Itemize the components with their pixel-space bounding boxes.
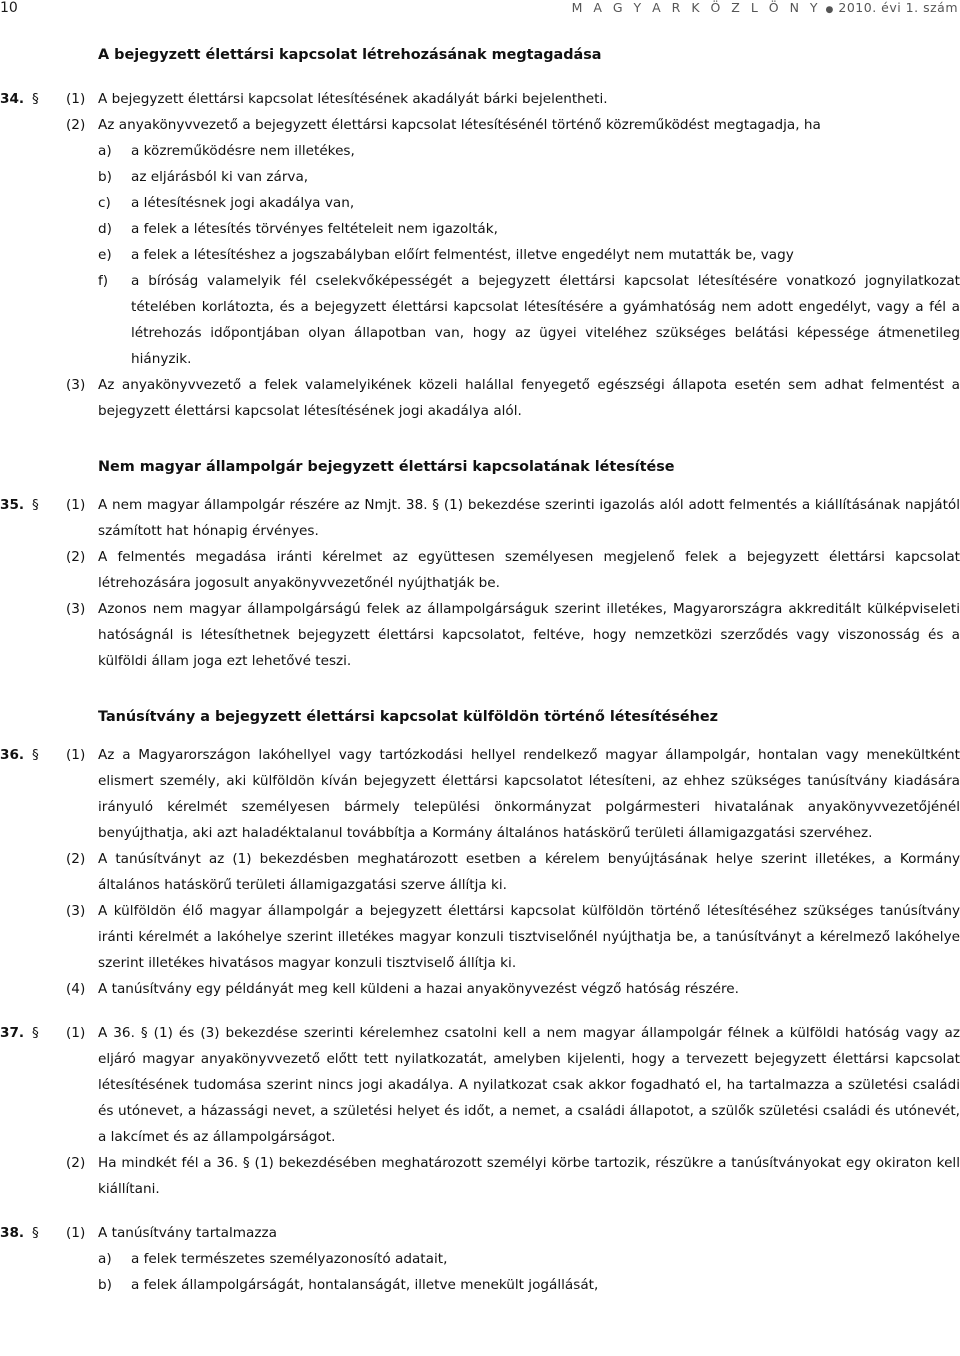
paragraph-number: (3) bbox=[66, 903, 86, 919]
journal-issue: 2010. évi 1. szám bbox=[838, 0, 958, 15]
section-number: 38. bbox=[0, 1225, 25, 1241]
item-label: d) bbox=[98, 221, 112, 237]
paragraph bbox=[0, 898, 960, 976]
section-heading: Nem magyar állampolgár bejegyzett élettársi kapcsolatának létesítése bbox=[98, 459, 675, 475]
paragraph-number: (1) bbox=[66, 1025, 86, 1041]
section-number: 35. bbox=[0, 497, 25, 513]
list-item bbox=[0, 190, 960, 216]
list-item bbox=[0, 268, 960, 372]
item-text: a felek állampolgárságát, hontalanságát, illetve menekült jogállását, bbox=[131, 1277, 599, 1293]
section-heading: Tanúsítvány a bejegyzett élettársi kapcsolat külföldön történő létesítéséhez bbox=[98, 709, 719, 725]
paragraph bbox=[0, 1220, 960, 1246]
item-text: a bíróság valamelyik fél cselekvőképességét a bejegyzett élettársi kapcsolat létesítésére vonatkozó jognyilatkozat tételében korlátozta, és a bejegyzett élettársi kapcsolat létesítésére a gyámhatóság nem adott engedélyt, vagy a fél a létrehozás időpontjában olyan állapotban van, hogy az ügyei viteléhez szükséges belátási képessége átmenetileg hiányzik. bbox=[131, 273, 960, 367]
item-label: a) bbox=[98, 1251, 112, 1267]
item-label: e) bbox=[98, 247, 112, 263]
paragraph-text: A tanúsítvány tartalmazza bbox=[98, 1225, 277, 1241]
list-item bbox=[0, 242, 960, 268]
section-35 bbox=[0, 492, 960, 674]
paragraph bbox=[0, 544, 960, 596]
item-text: a létesítésnek jogi akadálya van, bbox=[131, 195, 355, 211]
page-number: 10 bbox=[0, 0, 18, 16]
paragraph-number: (1) bbox=[66, 91, 86, 107]
paragraph-number: (1) bbox=[66, 747, 86, 763]
paragraph-text: A nem magyar állampolgár részére az Nmjt. 38. § (1) bekezdése szerinti igazolás alól adott felmentés a kiállításának napjától számított hat hónapig érvényes. bbox=[98, 497, 960, 539]
section-sign: § bbox=[32, 747, 39, 763]
paragraph-text: A külföldön élő magyar állampolgár a bejegyzett élettársi kapcsolat külföldön történő létesítéséhez szükséges tanúsítvány iránti kérelmét a lakóhelye szerint illetékes magyar konzuli tisztviselőnél nyújthatja be, a tanúsítványt a kérelmező lakóhelye szerint illetékes hivatásos magyar konzuli tisztviselő állítja ki. bbox=[98, 903, 960, 971]
section-36 bbox=[0, 742, 960, 1002]
section-sign: § bbox=[32, 1225, 39, 1241]
paragraph-number: (2) bbox=[66, 1155, 86, 1171]
item-label: b) bbox=[98, 1277, 112, 1293]
paragraph-number: (1) bbox=[66, 497, 86, 513]
paragraph-text: Az anyakönyvvezető a bejegyzett élettársi kapcsolat létesítésénél történő közreműködést megtagadja, ha bbox=[98, 117, 821, 133]
paragraph bbox=[0, 492, 960, 544]
page-header bbox=[0, 0, 960, 20]
paragraph-text: A felmentés megadása iránti kérelmet az együttesen személyesen megjelenő felek a bejegyzett élettársi kapcsolat létrehozására jogosult anyakönyvvezetőnél nyújthatják be. bbox=[98, 549, 960, 591]
paragraph-text: Azonos nem magyar állampolgárságú felek az állampolgárságuk szerint illetékes, Magyarországra akkreditált külképviseleti hatóságnál is létesíthetnek bejegyzett élettársi kapcsolatot, feltéve, hogy nemzetközi szerződés vagy viszonosság és a külföldi állam joga ezt lehetővé teszi. bbox=[98, 601, 960, 669]
paragraph-text: Az anyakönyvvezető a felek valamelyikének közeli halállal fenyegető egészségi állapota esetén sem adhat felmentést a bejegyzett élettársi kapcsolat létesítésének jogi akadálya alól. bbox=[98, 377, 960, 419]
list-item bbox=[0, 138, 960, 164]
section-sign: § bbox=[32, 497, 39, 513]
item-label: c) bbox=[98, 195, 111, 211]
paragraph bbox=[0, 846, 960, 898]
paragraph bbox=[0, 976, 960, 1002]
section-number: 37. bbox=[0, 1025, 25, 1041]
paragraph-number: (2) bbox=[66, 117, 86, 133]
paragraph bbox=[0, 372, 960, 424]
paragraph-text: A bejegyzett élettársi kapcsolat létesítésének akadályát bárki bejelentheti. bbox=[98, 91, 608, 107]
item-text: a felek a létesítés törvényes feltételeit nem igazolták, bbox=[131, 221, 498, 237]
item-label: b) bbox=[98, 169, 112, 185]
paragraph-text: Az a Magyarországon lakóhellyel vagy tartózkodási hellyel rendelkező magyar állampolgár, hontalan vagy menekültként elismert személy, aki külföldön kíván bejegyzett élettársi kapcsolatot létesíteni, az ehhez szükséges tanúsítvány kiadására irányuló kérelmét személyesen bármely települési önkormányzat polgármesteri hivatalának anyakönyvvezetőjénél benyújthatja, aki azt haladéktalanul továbbítja a Kormány általános hatáskörű területi államigazgatási szervéhez. bbox=[98, 747, 960, 841]
paragraph bbox=[0, 742, 960, 846]
paragraph bbox=[0, 596, 960, 674]
paragraph bbox=[0, 86, 960, 112]
item-text: a felek a létesítéshez a jogszabályban előírt felmentést, illetve engedélyt nem mutatták be, vagy bbox=[131, 247, 794, 263]
paragraph-text: A tanúsítványt az (1) bekezdésben meghatározott esetben a kérelem benyújtásának helye szerint illetékes, a Kormány általános hatáskörű területi államigazgatási szerve állítja ki. bbox=[98, 851, 960, 893]
paragraph-number: (4) bbox=[66, 981, 86, 997]
section-sign: § bbox=[32, 91, 39, 107]
paragraph-number: (2) bbox=[66, 549, 86, 565]
paragraph bbox=[0, 1020, 960, 1150]
paragraph-text: A 36. § (1) és (3) bekezdése szerinti kérelemhez csatolni kell a nem magyar állampolgár félnek a külföldi hatóság vagy az eljáró magyar anyakönyvvezető előtt tett nyilatkozatát, amelyben kijelenti, hogy a tervezett bejegyzett élettársi kapcsolat létesítésének tudomása szerint nincs jogi akadálya. A nyilatkozat csak akkor fogadható el, ha tartalmazza a születési családi és utónevet, a házassági nevet, a születési helyet és időt, a nemet, a családi állapotot, a szülők születési családi és utónevét, a lakcímet és az állampolgárságot. bbox=[98, 1025, 960, 1145]
item-text: az eljárásból ki van zárva, bbox=[131, 169, 309, 185]
list-item bbox=[0, 216, 960, 242]
section-37 bbox=[0, 1020, 960, 1202]
journal-info bbox=[572, 0, 958, 15]
item-label: f) bbox=[98, 273, 109, 289]
item-text: a közreműködésre nem illetékes, bbox=[131, 143, 355, 159]
section-34 bbox=[0, 86, 960, 424]
document-body bbox=[0, 42, 960, 1298]
section-number: 36. bbox=[0, 747, 25, 763]
item-text: a felek természetes személyazonosító adatait, bbox=[131, 1251, 448, 1267]
paragraph-number: (3) bbox=[66, 377, 86, 393]
paragraph-number: (1) bbox=[66, 1225, 86, 1241]
section-heading: A bejegyzett élettársi kapcsolat létrehozásának megtagadása bbox=[98, 47, 602, 63]
paragraph-text: Ha mindkét fél a 36. § (1) bekezdésében meghatározott személyi körbe tartozik, részükre a tanúsítványokat egy okiraton kell kiállítani. bbox=[98, 1155, 960, 1197]
item-label: a) bbox=[98, 143, 112, 159]
journal-title: M A G Y A R K Ö Z L Ö N Y bbox=[571, 0, 822, 15]
list-item bbox=[0, 1246, 960, 1272]
section-sign: § bbox=[32, 1025, 39, 1041]
list-item bbox=[0, 164, 960, 190]
paragraph bbox=[0, 1150, 960, 1202]
bullet-icon: ● bbox=[825, 5, 834, 15]
section-38 bbox=[0, 1220, 960, 1298]
paragraph-number: (3) bbox=[66, 601, 86, 617]
paragraph bbox=[0, 112, 960, 138]
section-number: 34. bbox=[0, 91, 25, 107]
paragraph-text: A tanúsítvány egy példányát meg kell küldeni a hazai anyakönyvezést végző hatóság részére. bbox=[98, 981, 739, 997]
paragraph-number: (2) bbox=[66, 851, 86, 867]
list-item bbox=[0, 1272, 960, 1298]
